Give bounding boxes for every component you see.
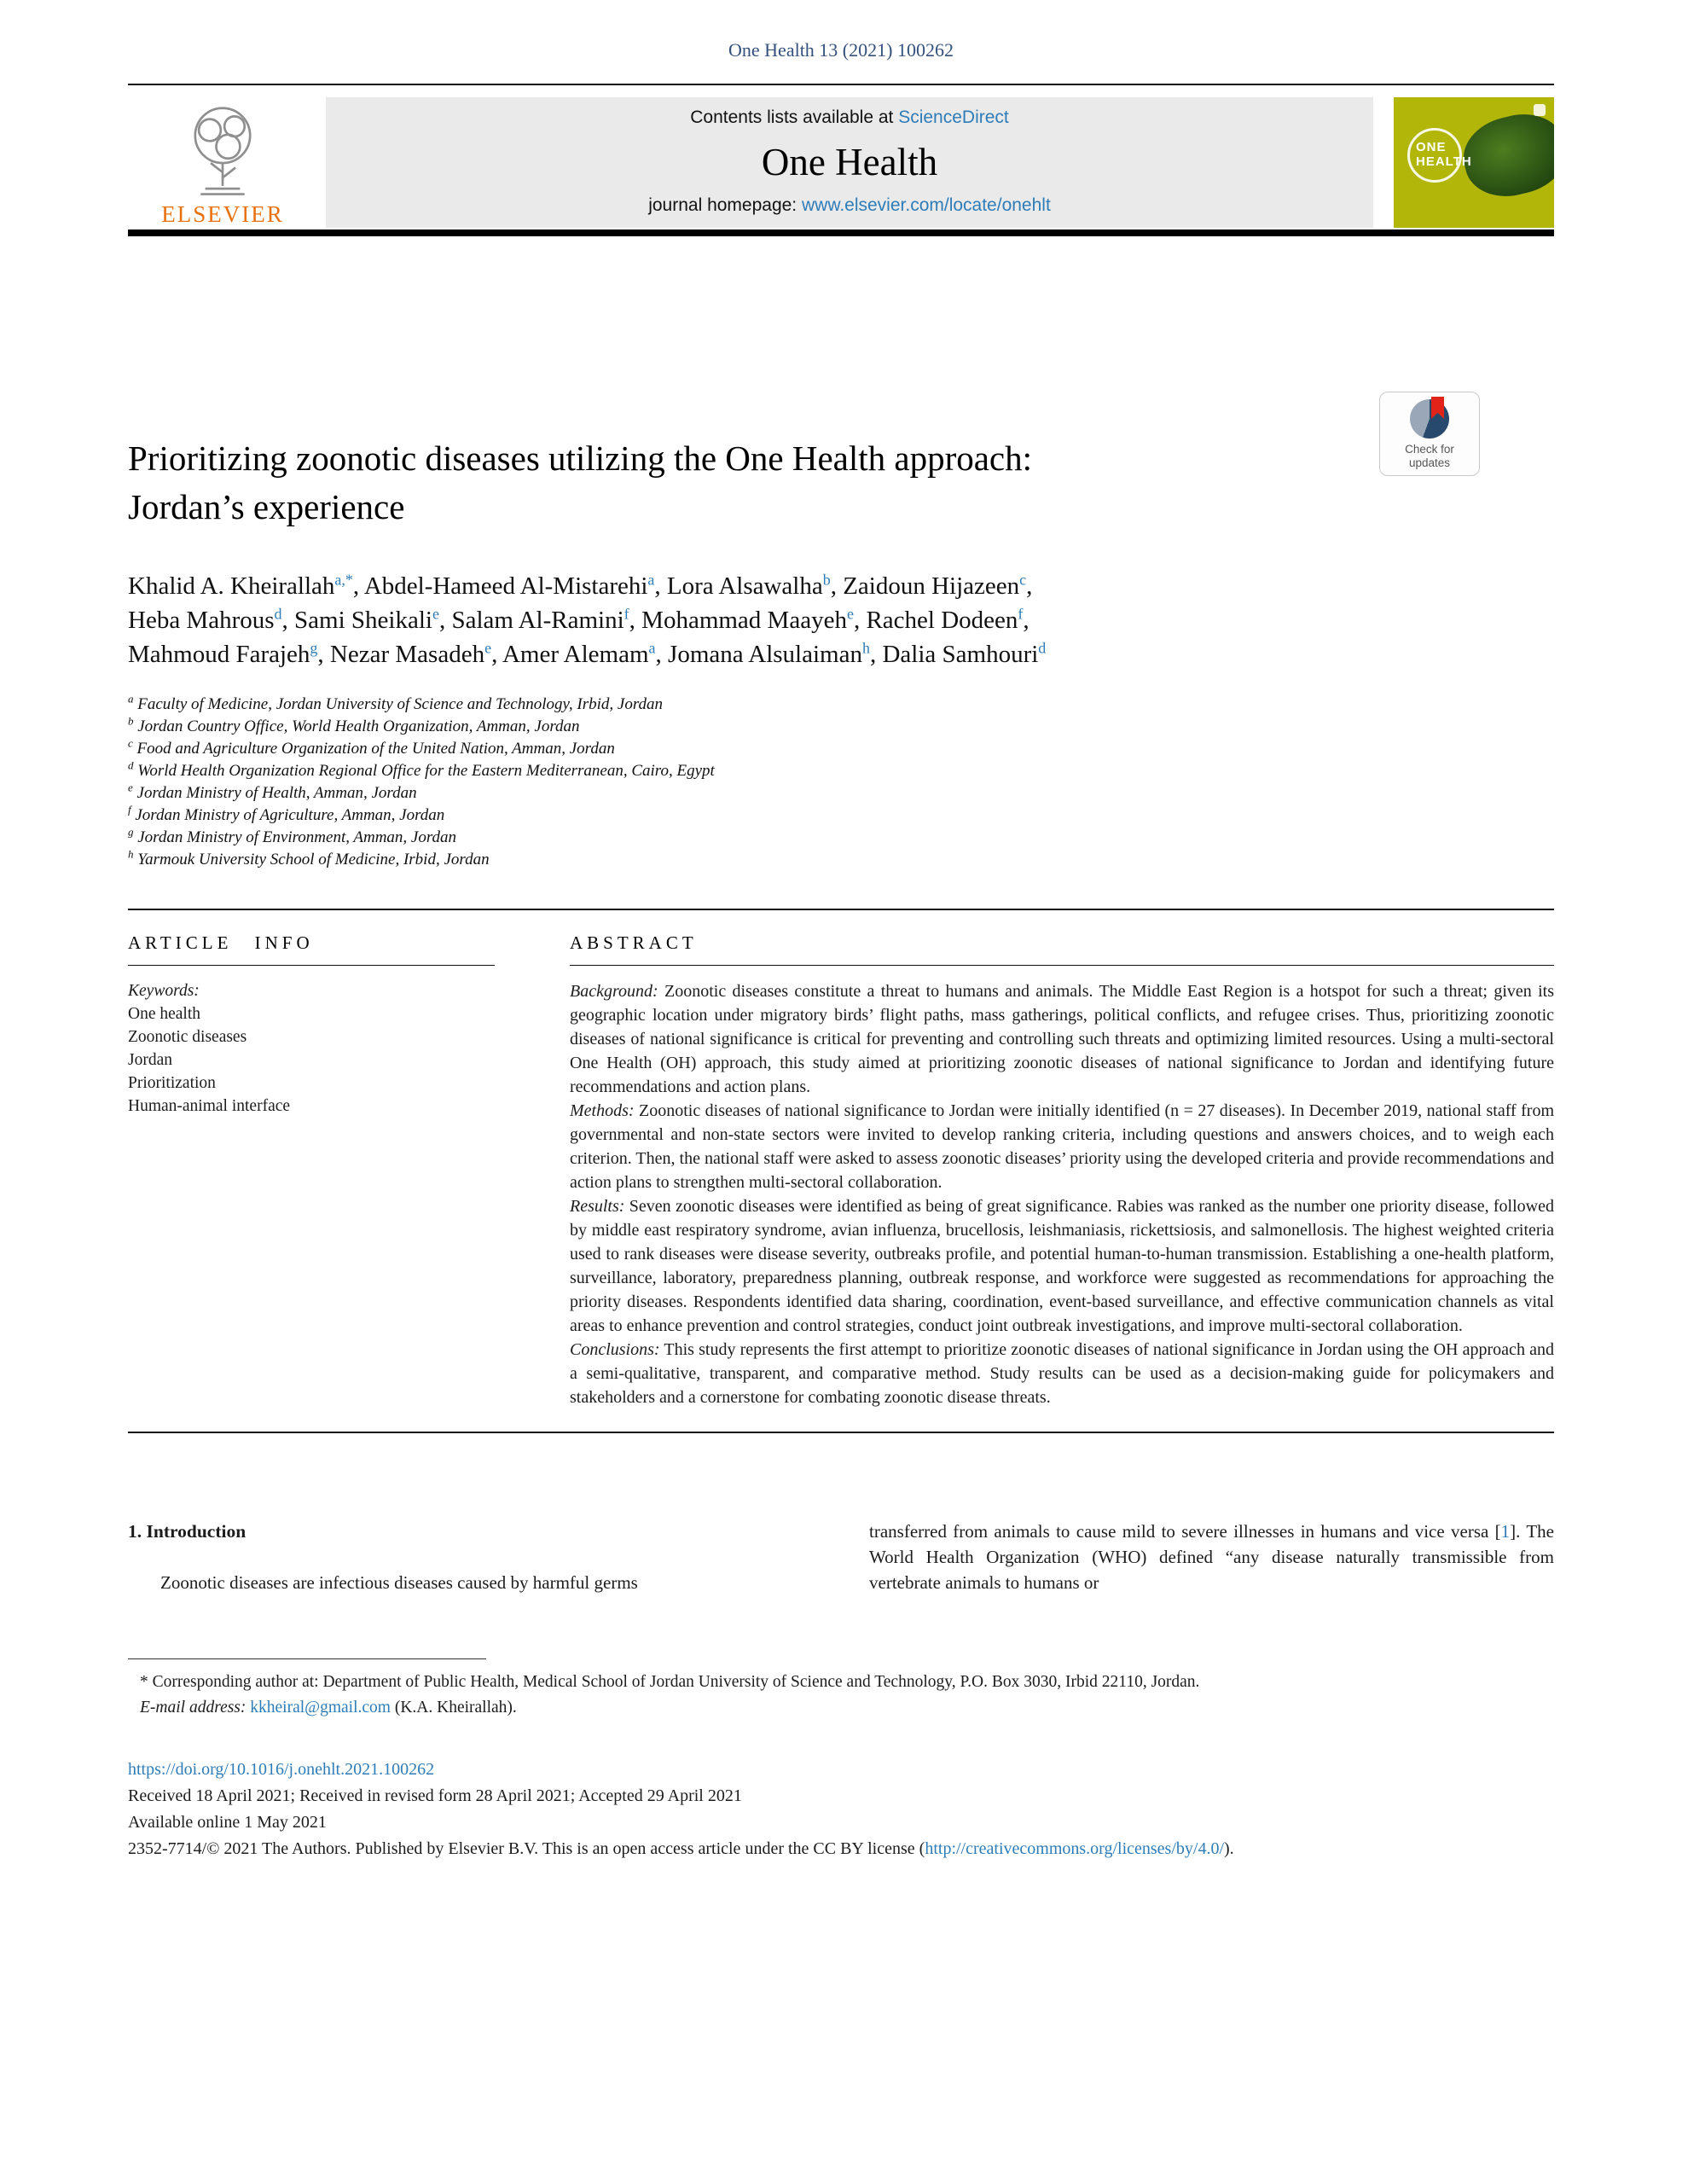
available-online-line: Available online 1 May 2021 [128,1813,327,1832]
journal-homepage-link[interactable]: www.elsevier.com/locate/onehlt [801,195,1051,215]
affiliation: $^a$ Faculty of Medicine, Jordan University of Science and Technology, Irbid, Jordan [128,692,664,713]
affiliation: $^g$ Jordan Ministry of Environment, Amman, Jordan [128,825,457,846]
email-link[interactable]: kkheiral@gmail.com [250,1699,391,1716]
author: Amer Alemam$^a$ [502,639,656,668]
author: Rachel Dodeen$^f$ [866,605,1024,634]
keywords-label: Keywords: [128,982,200,1000]
homepage-prefix: journal homepage: [648,195,802,215]
author-affiliation-ref[interactable]: c [1019,571,1027,589]
introduction-section [128,1519,1554,1595]
masthead [128,97,1554,228]
abstract-column [570,910,1554,1409]
check-for-updates-badge[interactable] [1379,392,1480,476]
email-label: E-mail address: [140,1699,246,1716]
keyword-list [128,1002,495,1118]
author-affiliation-ref[interactable]: d [1038,639,1047,657]
keyword: One health [128,1005,201,1023]
affiliation: $^c$ Food and Agriculture Organization of the United Nation, Amman, Jordan [128,736,615,758]
author-affiliation-ref[interactable]: a [647,571,655,589]
homepage-line [648,195,1051,216]
email-footnote [128,1695,1554,1721]
journal-cover[interactable] [1394,97,1554,228]
email-suffix: (K.A. Kheirallah). [390,1699,517,1716]
affiliation: $^d$ World Health Organization Regional Office for the Eastern Mediterranean, Cairo, Egypt [128,758,715,780]
elsevier-wordmark: ELSEVIER [161,201,284,227]
author: Heba Mahrous$^d$ [128,605,282,634]
citation-ref-1[interactable]: 1 [1500,1521,1511,1542]
intro-right-paragraph: transferred from animals to cause mild to severe illnesses in humans and vice versa [1]. The World Health Organization (WHO) defined “any disease naturally transmissible from vertebrate animals to humans or [869,1521,1555,1593]
crossmark-label: Check for updates [1405,443,1454,469]
divider [128,84,1554,85]
author: Abdel-Hameed Al-Mistarehi$^a$ [363,571,655,600]
author: Sami Sheikali$^e$ [294,605,439,634]
author-affiliation-ref[interactable]: b [822,571,831,589]
header-divider-bar [128,229,1554,236]
author-affiliation-ref[interactable]: e [846,605,854,623]
sciencedirect-link[interactable]: ScienceDirect [898,107,1009,127]
keyword: Jordan [128,1051,172,1069]
author: Lora Alsawalha$^b$ [666,571,831,600]
author: Nezar Masadeh$^e$ [329,639,492,668]
keyword: Zoonotic diseases [128,1028,247,1046]
author-affiliation-ref[interactable]: e [432,605,439,623]
contents-line [690,107,1009,128]
article-info-heading: ARTICLE INFO [128,932,495,966]
title-block [128,434,1554,531]
contents-prefix: Contents lists available at [690,107,899,127]
intro-left-column [128,1519,813,1595]
intro-right-column [869,1519,1554,1595]
abstract-paragraph: Results: Seven zoonotic diseases were identified as being of great significance. Rabies was ranked as the number one priority disease, followed by middle east respiratory syndrome, avian influenza, brucellosis, leishmaniasis, rickettsiosis, and salmonellosis. The highest weighted criteria used to rank diseases were disease severity, outbreaks profile, and potential human-to-human transmission. Establishing a one-health platform, surveillance, laboratory, preparedness planning, outbreak response, and workforce were suggested as recommendations for approaching the priority diseases. Respondents identified data sharing, coordination, event-based surveillance, and effective communication channels as vital areas to enhance prevention and control strategies, conduct joint outbreak investigations, and improve multi-sectoral collaboration. [570,1197,1554,1335]
author-affiliation-ref[interactable]: h [861,639,870,657]
elsevier-logo[interactable] [128,97,317,228]
publication-metadata [128,1757,1554,1862]
author-affiliation-ref[interactable]: f [624,605,629,623]
abstract-paragraph: Conclusions: This study represents the first attempt to prioritize zoonotic diseases of national significance in Jordan using the OH approach and a semi-qualitative, transparent, and comparative method. Study results can be used as a decision-making guide for policymakers and stakeholders and a cornerstone for combating zoonotic disease threats. [570,1340,1554,1407]
abstract-paragraph: Background: Zoonotic diseases constitute a threat to humans and animals. The Middle East Region is a hotspot for such a threat; given its geographic location under migratory birds’ flight paths, mass gatherings, political conflicts, and refugee crises. Thus, prioritizing zoonotic diseases of national significance is critical for preventing and controlling such threats and optimizing limited resources. Using a multi-sectoral One Health (OH) approach, this study aimed at prioritizing zoonotic diseases of national significance to Jordan and identifying future recommendations and action plans. [570,982,1554,1096]
author: Jomana Alsulaiman$^h$ [668,639,870,668]
article-info-column [128,910,495,1409]
intro-paragraph-left: Zoonotic diseases are infectious diseases caused by harmful germs [160,1572,638,1593]
abstract-body [570,979,1554,1409]
affiliation-list [128,694,1554,871]
author: Salam Al-Ramini$^f$ [451,605,629,634]
journal-title: One Health [761,140,938,183]
section-heading-introduction: 1. Introduction [128,1521,246,1542]
journal-citation: One Health 13 (2021) 100262 [728,39,954,61]
author-affiliation-ref[interactable]: f [1018,605,1024,623]
affiliation: $^e$ Jordan Ministry of Health, Amman, Jordan [128,781,417,802]
keyword: Prioritization [128,1074,216,1092]
footnote-area [128,1658,1554,1721]
copyright-license-line [128,1836,1554,1862]
author-affiliation-ref[interactable]: d [274,605,282,623]
author: Khalid A. Kheirallah$^{a,*}$ [128,571,353,600]
cover-corner-mark [1534,104,1546,116]
elsevier-tree-icon [159,99,287,200]
journal-header-panel [326,97,1373,228]
affiliation: $^b$ Jordan Country Office, World Health Organization, Amman, Jordan [128,714,580,735]
footnote-divider [128,1658,486,1659]
author: Mohammad Maayeh$^e$ [641,605,854,634]
abstract-heading: ABSTRACT [570,932,1554,966]
author: Mahmoud Farajeh$^g$ [128,639,318,668]
affiliation: $^f$ Jordan Ministry of Agriculture, Amman, Jordan [128,803,445,824]
author-affiliation-ref[interactable]: e [484,639,492,657]
author: Dalia Samhouri$^d$ [882,639,1047,668]
keyword: Human-animal interface [128,1097,291,1115]
received-dates-line: Received 18 April 2021; Received in revised form 28 April 2021; Accepted 29 April 2021 [128,1786,742,1805]
doi-link[interactable]: https://doi.org/10.1016/j.onehlt.2021.100262 [128,1760,435,1779]
author: Zaidoun Hijazeen$^c$ [843,571,1027,600]
license-prefix: 2352-7714/© 2021 The Authors. Published by Elsevier B.V. This is an open access article under the CC BY license ( [128,1839,925,1858]
abstract-paragraph: Methods: Zoonotic diseases of national significance to Jordan were initially identified (n = 27 diseases). In December 2019, national staff from governmental and non-state sectors were invited to develop ranking criteria, including questions and answers choices, and to weigh each criterion. Then, the national staff were asked to assess zoonotic diseases’ priority using the developed criteria and provide recommendations and action plans to strengthen multi-sectoral collaboration. [570,1101,1554,1192]
author-list: Khalid A. Kheirallah$^{a,*}$, Abdel-Hameed Al-Mistarehi$^a$, Lora Alsawalha$^b$, Zaidoun Hijazeen$^c$, Heba Mahrous$^d$, Sami Sheikali$^e$, Salam Al-Ramini$^f$, Mohammad Maayeh$^e$, Rachel Dodeen$^f$, Mahmoud Farajeh$^g$, Nezar Masadeh$^e$, Amer Alemam$^a$, Jomana Alsulaiman$^h$, Dalia Samhouri$^d$ [128,571,1047,668]
author-affiliation-ref[interactable]: g [310,639,318,657]
author-affiliation-ref[interactable]: a,* [334,571,353,589]
article-title: Prioritizing zoonotic diseases utilizing the One Health approach: Jordan’s experience [128,439,1033,526]
author-affiliation-ref[interactable]: a [648,639,656,657]
corresponding-author-note: * Corresponding author at: Department of Public Health, Medical School of Jordan University of Science and Technology, P.O. Box 3030, Irbid 22110, Jordan. [140,1673,1200,1691]
affiliation: $^h$ Yarmouk University School of Medicine, Irbid, Jordan [128,847,490,868]
cover-title: ONE HEALTH [1416,140,1472,169]
license-suffix: ). [1224,1839,1234,1858]
footnote-star: * [140,1673,148,1691]
info-abstract-block [128,909,1554,1433]
crossmark-logo-icon [1410,399,1449,439]
cc-license-link[interactable]: http://creativecommons.org/licenses/by/4.0/ [925,1839,1225,1858]
